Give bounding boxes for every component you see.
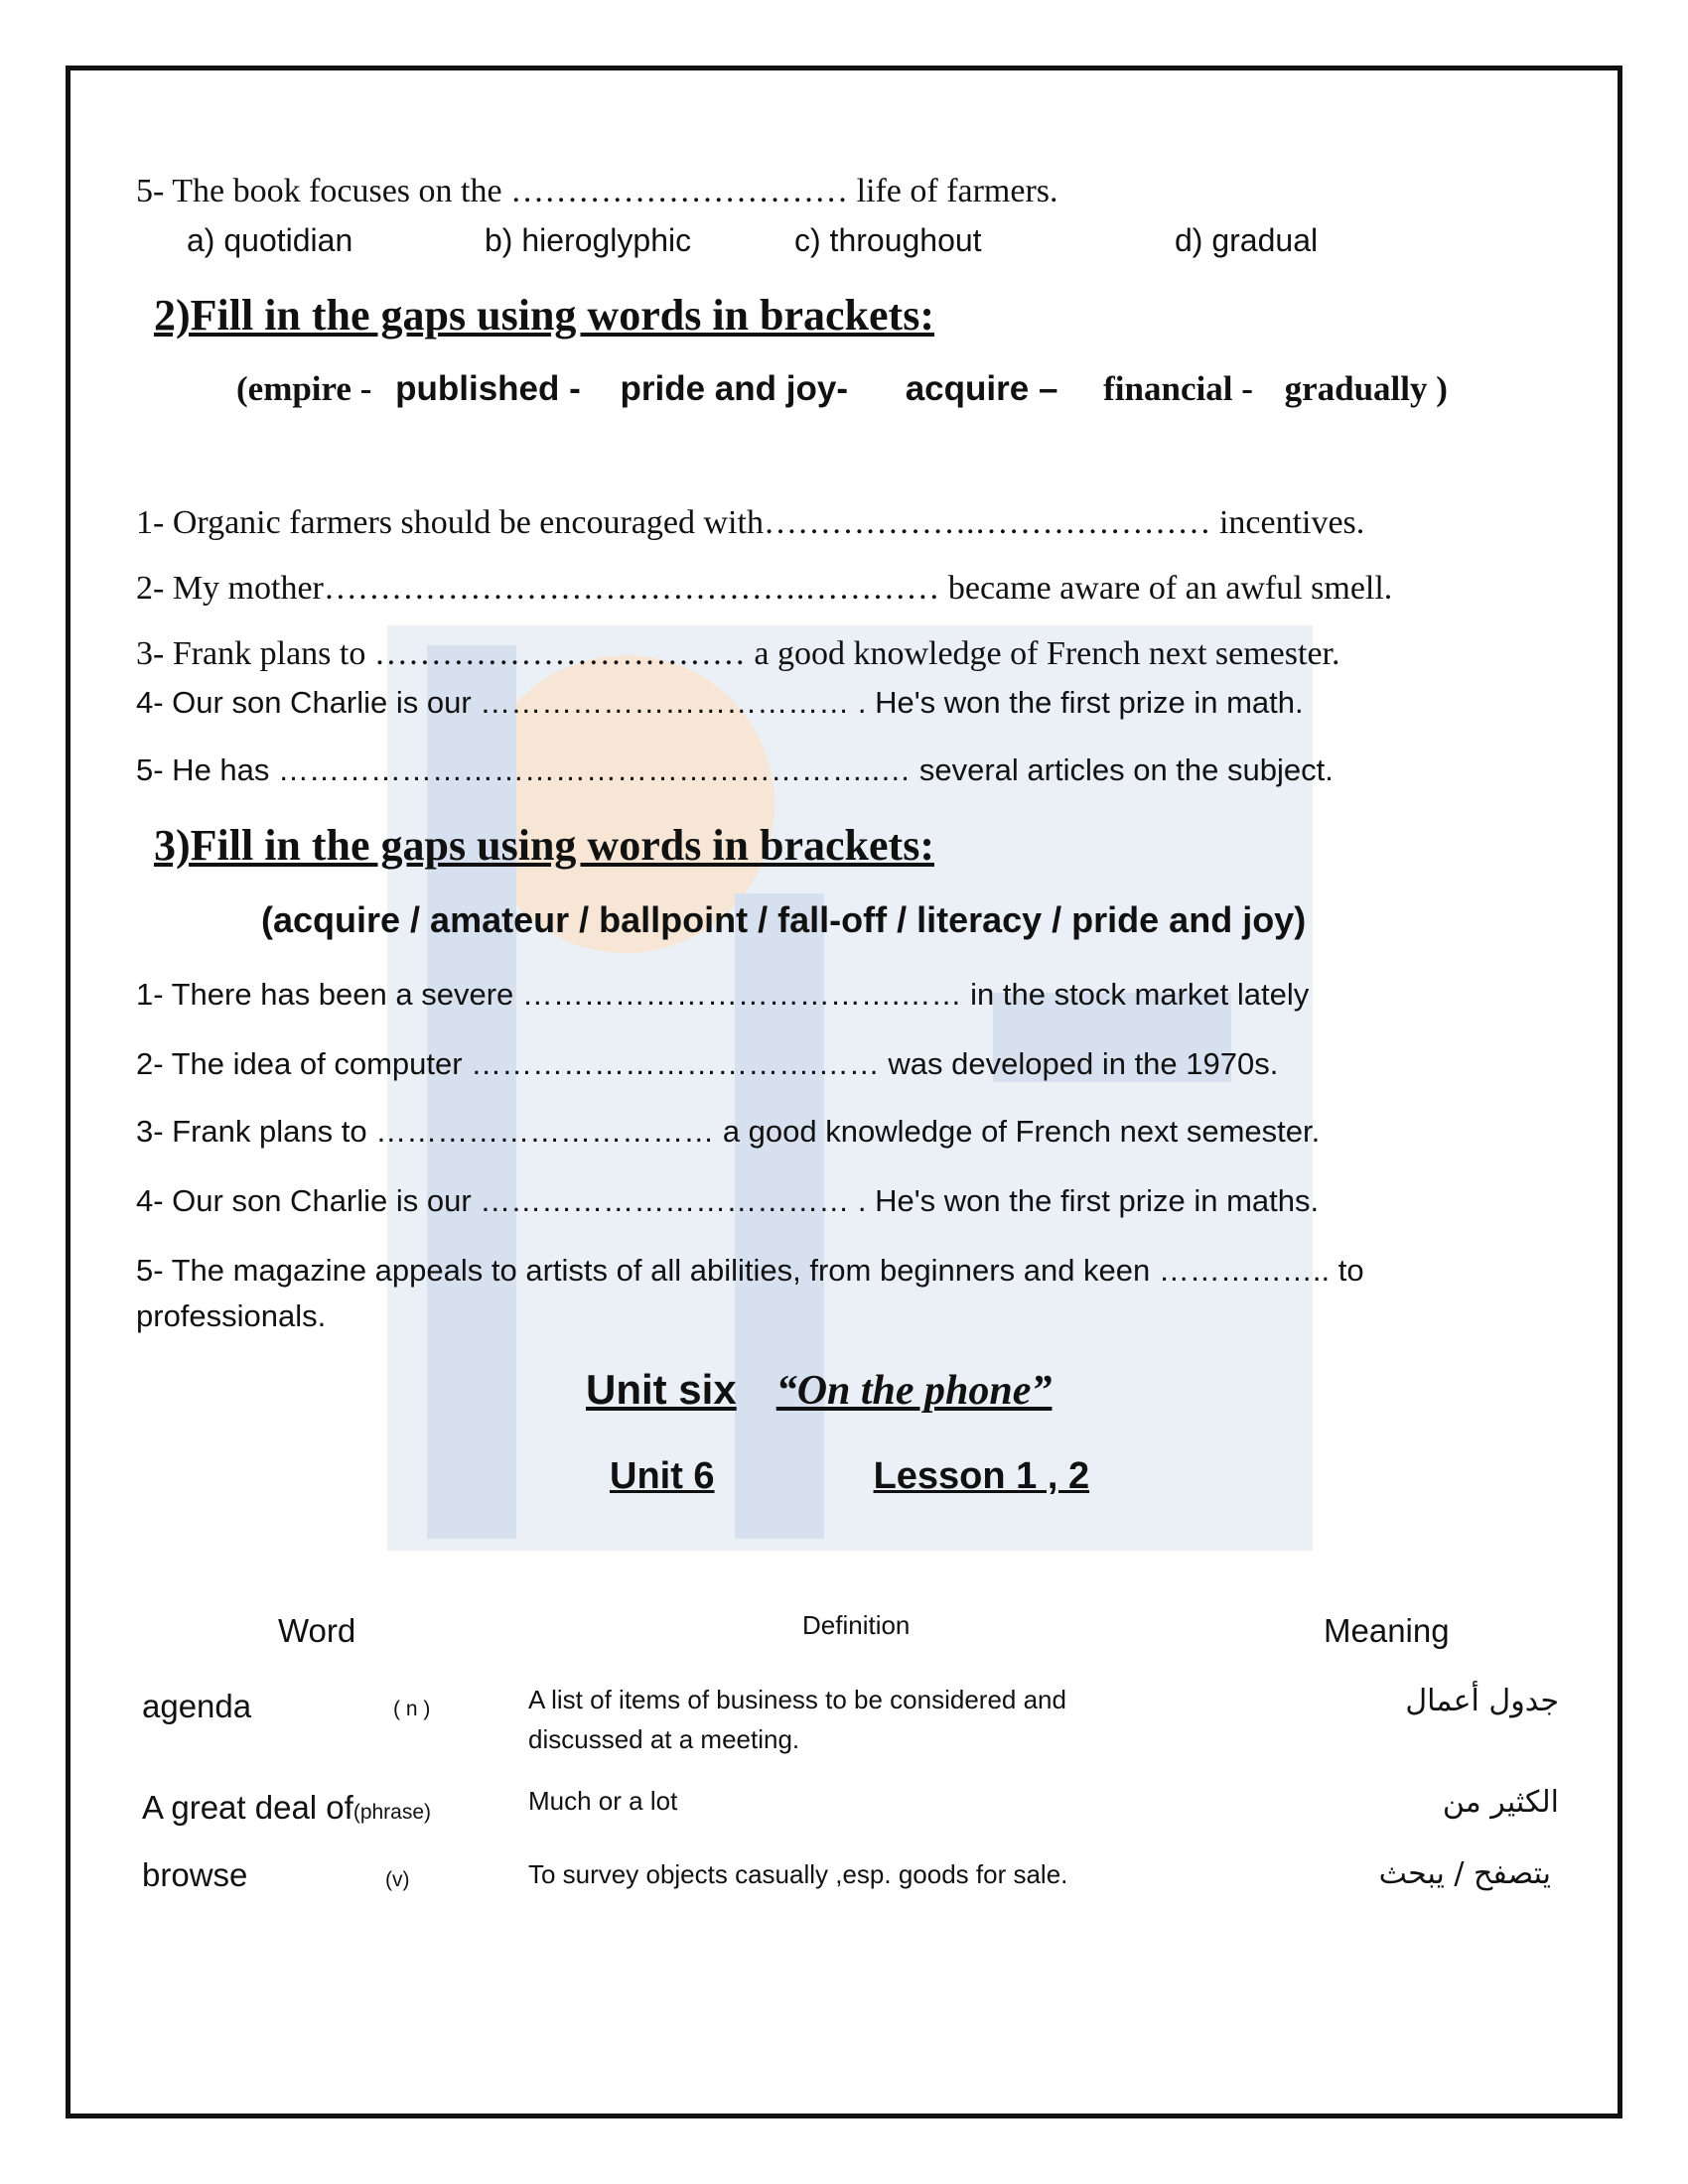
vocab-definition: To survey objects casually ,esp. goods for sale. xyxy=(528,1859,1068,1889)
section-3-item-4: 4- Our son Charlie is our ……………………………… . He's won the first prize in maths. xyxy=(136,1183,1320,1218)
vocab-meaning: جدول أعمال xyxy=(1405,1684,1559,1718)
section-3-word-bank: (acquire / amateur / ballpoint / fall-off / literacy / pride and joy) xyxy=(261,899,1307,940)
vocab-word: browse xyxy=(142,1856,248,1893)
vocab-pos: (v) xyxy=(385,1868,410,1891)
word-bank-item: published - xyxy=(395,369,581,408)
lesson-label: Lesson 1 , 2 xyxy=(873,1455,1090,1497)
header-word: Word xyxy=(278,1612,356,1649)
header-meaning: Meaning xyxy=(1324,1612,1450,1649)
section-2-word-bank xyxy=(236,369,1448,409)
section-2-item-1: 1- Organic farmers should be encouraged with……………….………………… incentives. xyxy=(136,504,1365,541)
unit-title-text: Unit six xyxy=(586,1366,737,1413)
section-3-item-1: 1- There has been a severe ……………………………….…… in the stock market lately xyxy=(136,977,1310,1012)
vocab-word xyxy=(142,1789,431,1827)
lesson-unit: Unit 6 xyxy=(610,1455,715,1497)
header-definition: Definition xyxy=(802,1610,911,1640)
section-2-item-2: 2- My mother…………………………………….………… became aware of an awful smell. xyxy=(136,570,1393,607)
vocab-pos: (phrase) xyxy=(352,1801,432,1824)
word-bank-item: (empire - xyxy=(236,369,372,408)
vocab-pos: ( n ) xyxy=(393,1698,431,1720)
word-bank-item: pride and joy- xyxy=(620,369,848,408)
mcq-option-b: b) hieroglyphic xyxy=(485,222,692,258)
vocab-meaning: يتصفح / يبحث xyxy=(1378,1856,1551,1891)
section-2-item-4: 4- Our son Charlie is our ……………………………… . He's won the first prize in math. xyxy=(136,685,1304,720)
word-bank-item: acquire – xyxy=(905,369,1058,408)
vocab-definition: A list of items of business to be considered and discussed at a meeting. xyxy=(528,1685,1066,1754)
lesson-heading xyxy=(610,1455,1089,1498)
word-bank-item: financial - xyxy=(1103,369,1253,408)
mcq-option-c: c) throughout xyxy=(794,222,982,258)
vocab-word-text: A great deal of xyxy=(142,1789,353,1826)
mcq-option-d: d) gradual xyxy=(1175,222,1319,258)
mcq-option-a: a) quotidian xyxy=(187,222,353,258)
section-2-item-5: 5- He has …………………………………………………..… several articles on the subject. xyxy=(136,752,1334,787)
section-3-item-2: 2- The idea of computer …………………………….…… was developed in the 1970s. xyxy=(136,1046,1279,1081)
section-2-item-3: 3- Frank plans to …………………………… a good knowledge of French next semester. xyxy=(136,635,1340,672)
section-3-item-5-continued: professionals. xyxy=(136,1298,327,1333)
mcq-question-5: 5- The book focuses on the ………………………… life of farmers. xyxy=(136,173,1058,209)
section-3-heading: 3)Fill in the gaps using words in brackets: xyxy=(154,821,934,870)
unit-title-italic: “On the phone” xyxy=(775,1368,1053,1414)
section-2-heading: 2)Fill in the gaps using words in brackets: xyxy=(154,291,934,340)
vocab-meaning: الكثير من xyxy=(1442,1785,1559,1820)
section-3-item-3: 3- Frank plans to …………………………… a good knowledge of French next semester. xyxy=(136,1114,1321,1149)
section-3-item-5: 5- The magazine appeals to artists of all abilities, from beginners and keen …………….. to xyxy=(136,1253,1364,1288)
vocab-word: agenda xyxy=(142,1688,252,1724)
word-bank-item: gradually ) xyxy=(1284,369,1448,408)
unit-title xyxy=(586,1366,1052,1415)
vocab-definition: Much or a lot xyxy=(528,1786,678,1816)
